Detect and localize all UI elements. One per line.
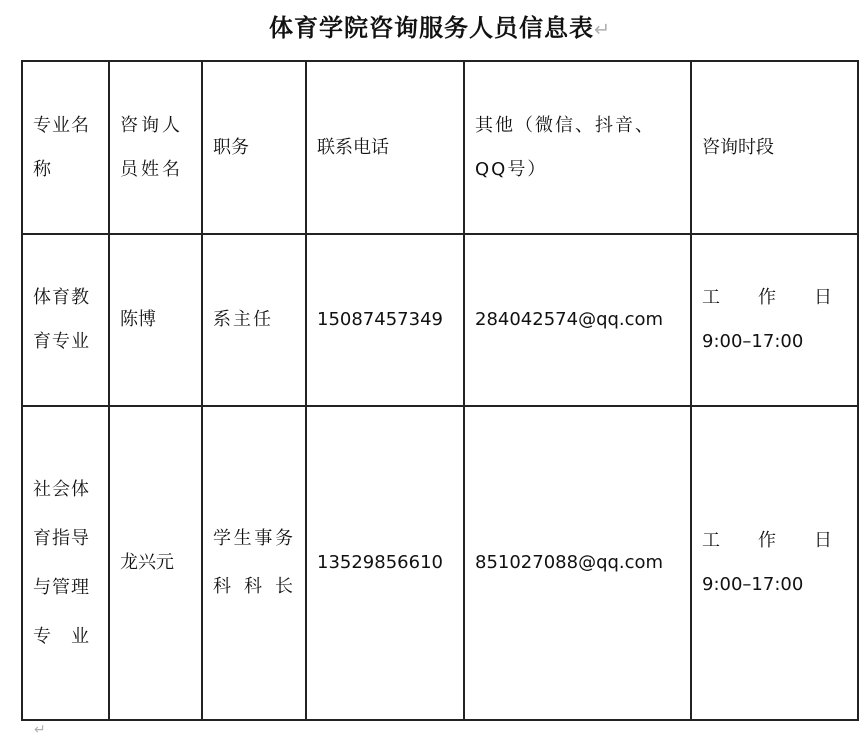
row-2-hours: 工作日 9:00–17:00: [691, 406, 858, 720]
row-2-major: 社会体育指导与管理专业: [22, 406, 109, 720]
header-consultant: 咨询人员姓名: [109, 61, 202, 234]
header-other: 其他（微信、抖音、QQ号）: [464, 61, 691, 234]
document-title: 体育学院咨询服务人员信息表↵: [268, 14, 612, 42]
table-row: [22, 234, 858, 406]
paragraph-mark: ↵: [34, 722, 46, 738]
row-1-position: 系主任: [202, 234, 306, 406]
row-1-name: 陈博: [109, 234, 202, 406]
row-2-position: 学生事务科科长: [202, 406, 306, 720]
row-2-name: 龙兴元: [109, 406, 202, 720]
row-1-hours: 工作日 9:00–17:00: [691, 234, 858, 406]
table-row: [22, 406, 858, 720]
header-position: 职务: [202, 61, 306, 234]
row-2-phone: 13529856610: [306, 406, 464, 720]
row-1-other: 284042574@qq.com: [464, 234, 691, 406]
table-header-row: [22, 61, 858, 234]
header-hours: 咨询时段: [691, 61, 858, 234]
header-phone: 联系电话: [306, 61, 464, 234]
header-major: 专业名称: [22, 61, 109, 234]
consultant-info-table: [21, 60, 859, 721]
row-1-major: 体育教育专业: [22, 234, 109, 406]
row-1-phone: 15087457349: [306, 234, 464, 406]
row-2-other: 851027088@qq.com: [464, 406, 691, 720]
